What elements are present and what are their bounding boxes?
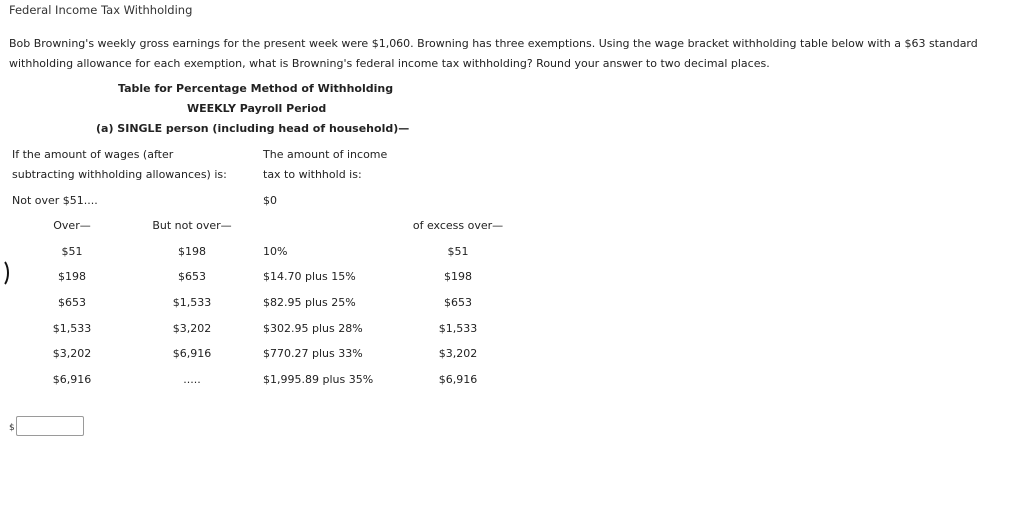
- table-cell-not-over: $1,533: [172, 296, 212, 309]
- tax-header-line2: tax to withhold is:: [263, 168, 362, 181]
- bracket-mark: [0, 258, 9, 288]
- table-cell-tax: $1,995.89 plus 35%: [263, 373, 374, 386]
- table-cell-not-over: $198: [178, 245, 206, 258]
- table-cell-over: $198: [58, 270, 86, 283]
- page-title: Federal Income Tax Withholding: [9, 3, 193, 17]
- table-cell-not-over: $3,202: [172, 322, 212, 335]
- table-cell-over: $51: [61, 245, 83, 258]
- wages-header-line2: subtracting withholding allowances) is:: [12, 168, 227, 181]
- table-cell-over: $653: [58, 296, 86, 309]
- not-over-tax: $0: [263, 194, 277, 207]
- table-cell-tax: $770.27 plus 33%: [263, 347, 363, 360]
- table-cell-not-over: .....: [183, 373, 201, 386]
- col-header-excess: of excess over—: [412, 219, 504, 232]
- table-cell-tax: $14.70 plus 15%: [263, 270, 356, 283]
- table-cell-tax: $82.95 plus 25%: [263, 296, 356, 309]
- table-cell-not-over: $653: [178, 270, 206, 283]
- currency-symbol: $: [9, 423, 15, 433]
- wages-header-line1: If the amount of wages (after: [12, 148, 174, 161]
- answer-input[interactable]: [16, 416, 84, 436]
- table-cell-over: $6,916: [52, 373, 92, 386]
- not-over-label: Not over $51....: [12, 194, 98, 207]
- table-cell-excess: $3,202: [438, 347, 478, 360]
- table-cell-excess: $198: [444, 270, 472, 283]
- table-cell-not-over: $6,916: [172, 347, 212, 360]
- col-header-not-over: But not over—: [152, 219, 232, 232]
- table-title: Table for Percentage Method of Withholding: [118, 82, 394, 95]
- table-cell-excess: $51: [447, 245, 469, 258]
- table-cell-excess: $1,533: [438, 322, 478, 335]
- table-cell-tax: $302.95 plus 28%: [263, 322, 363, 335]
- table-cell-excess: $653: [444, 296, 472, 309]
- table-subtitle: (a) SINGLE person (including head of household)—: [96, 122, 410, 135]
- table-cell-tax: 10%: [263, 245, 288, 258]
- col-header-over: Over—: [53, 219, 91, 232]
- table-period: WEEKLY Payroll Period: [187, 102, 327, 115]
- table-cell-over: $1,533: [52, 322, 92, 335]
- table-cell-over: $3,202: [52, 347, 92, 360]
- question-text: Bob Browning's weekly gross earnings for the present week were $1,060. Browning has three exemptions. Using the wage bracket withholding table below with a $63 standard withholding allowance for each exemption, what is Browning's federal income tax withholding? Round your answer to two decimal places.: [9, 37, 978, 70]
- table-cell-excess: $6,916: [438, 373, 478, 386]
- tax-header-line1: The amount of income: [263, 148, 388, 161]
